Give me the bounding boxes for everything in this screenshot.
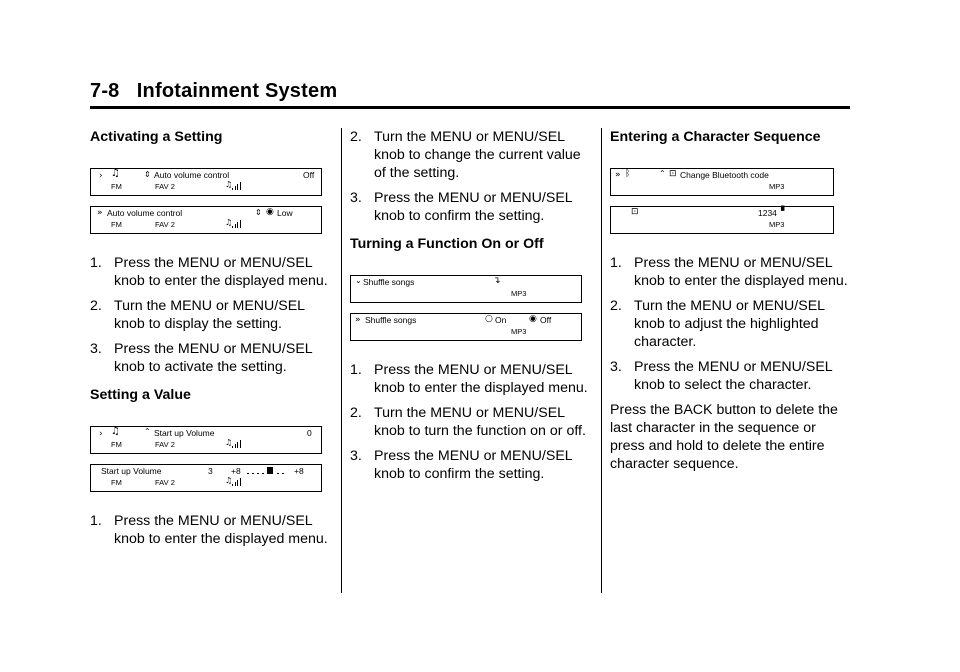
up-arrow-icon: ⌃ [659,169,666,178]
band-label: FM [111,220,122,229]
bluetooth-icon: ᛒ [625,169,631,179]
chevron-right-icon: » [615,170,621,180]
music-note-icon: ♫ [225,218,233,227]
display-screen [90,426,322,454]
radio-selected-icon: ◉ [529,314,537,324]
chevron-right-icon: » [97,208,103,218]
column-3 [610,128,850,480]
column-1 [90,128,330,555]
list-item [350,404,590,440]
setting-value: Low [277,208,293,218]
list-item [350,361,590,397]
source-label: MP3 [511,327,527,336]
preset-label: FAV 2 [155,478,175,487]
chevron-right-icon: » [355,315,361,325]
step-number: 2. [610,298,622,314]
section-heading-entering: Entering a Character Sequence [610,129,821,145]
setting-label: Start up Volume [154,428,215,438]
setting-label: Shuffle songs [363,277,415,287]
column-2 [350,128,590,490]
figure-activating [90,168,330,234]
lock-icon: ⊡ [669,169,677,179]
list-item [350,189,590,225]
signal-strength-icon [232,478,242,486]
step-number: 1. [350,362,362,378]
music-note-icon: ♫ [225,438,233,447]
chapter-title: Infotainment System [136,80,338,102]
preset-label: FAV 2 [155,220,175,229]
chevron-right-icon: › [99,429,103,439]
range-min: +8 [231,466,241,476]
step-text: Turn the MENU or MENU/SEL knob to adjust the highlighted character. [634,298,825,350]
step-text: Press the MENU or MENU/SEL knob to confirm the setting. [374,448,573,482]
lock-icon: ⊡ [631,207,639,217]
step-number: 2. [350,129,362,145]
step-text: Press the MENU or MENU/SEL knob to enter the displayed menu. [634,255,848,289]
radio-empty-icon: ○ [485,314,493,324]
step-number: 2. [350,405,362,421]
setting-label: Auto volume control [107,208,183,218]
up-arrow-icon: ⌃ [144,427,151,436]
chevron-right-icon: › [99,171,103,181]
setting-label: Auto volume control [154,170,230,180]
section-heading-turning: Turning a Function On or Off [350,236,544,252]
page-number: 7-8 [90,80,120,102]
list-item [90,512,330,548]
step-text: Turn the MENU or MENU/SEL knob to turn the function on or off. [374,405,586,439]
step-number: 1. [90,513,102,529]
note-paragraph: Press the BACK button to delete the last character in the sequence or press and hold to delete the entire character sequence. [610,402,838,472]
band-label: FM [111,440,122,449]
list-item [610,358,850,394]
step-text: Press the MENU or MENU/SEL knob to enter the displayed menu. [114,513,328,547]
signal-strength-icon [232,440,242,448]
step-number: 1. [610,255,622,271]
step-text: Turn the MENU or MENU/SEL knob to change the current value of the setting. [374,129,581,181]
signal-strength-icon [232,220,242,228]
setting-value: 0 [307,428,312,438]
step-number: 3. [90,341,102,357]
step-number: 2. [90,298,102,314]
signal-strength-icon [232,182,242,190]
option-on: On [495,315,507,325]
list-item [90,254,330,290]
code-value: 1234 [758,208,777,218]
list-item [610,254,850,290]
step-text: Press the MENU or MENU/SEL knob to enter the displayed menu. [374,362,588,396]
source-label: MP3 [769,220,785,229]
music-note-icon: ♫ [225,476,233,485]
list-item [350,447,590,483]
music-note-icon: ♫ [111,168,120,179]
step-number: 3. [350,448,362,464]
music-note-icon: ♫ [111,426,120,437]
list-item [350,128,590,182]
display-screen [350,275,582,303]
step-text: Press the MENU or MENU/SEL knob to confirm the setting. [374,190,573,224]
setting-label: Shuffle songs [365,315,417,325]
option-off: Off [540,315,552,325]
source-label: MP3 [769,182,785,191]
down-arrow-icon: ⌄ [355,276,362,285]
value-slider [245,465,289,475]
band-label: FM [111,478,122,487]
step-text: Press the MENU or MENU/SEL knob to select the character. [634,359,833,393]
step-number: 3. [350,190,362,206]
setting-label: Change Bluetooth code [680,170,769,180]
cursor-block-icon: ▘ [781,207,788,217]
column-divider-2 [601,128,602,593]
step-number: 1. [90,255,102,271]
figure-entering [610,168,850,234]
return-arrow-icon: ↴ [493,276,501,286]
section-heading-setting-value: Setting a Value [90,387,191,403]
setting-value: 3 [208,466,213,476]
display-screen [610,206,834,234]
figure-turning [350,275,590,341]
range-max: +8 [294,466,304,476]
setting-value: Off [303,170,315,180]
figure-setting-value [90,426,330,492]
header-rule [90,106,850,109]
display-screen [90,206,322,234]
display-screen [90,464,322,492]
step-number: 3. [610,359,622,375]
step-text: Turn the MENU or MENU/SEL knob to display the setting. [114,298,305,332]
display-screen [610,168,834,196]
display-screen [90,168,322,196]
up-down-arrow-icon: ⇕ [255,208,262,217]
band-label: FM [111,182,122,191]
page-title [90,80,850,103]
column-divider-1 [341,128,342,593]
preset-label: FAV 2 [155,440,175,449]
source-label: MP3 [511,289,527,298]
page-header [90,80,850,106]
preset-label: FAV 2 [155,182,175,191]
section-heading-activating: Activating a Setting [90,129,223,145]
step-text: Press the MENU or MENU/SEL knob to activate the setting. [114,341,313,375]
step-text: Press the MENU or MENU/SEL knob to enter the displayed menu. [114,255,328,289]
list-item [90,297,330,333]
setting-label: Start up Volume [101,466,162,476]
list-item [610,297,850,351]
display-screen [350,313,582,341]
music-note-icon: ♫ [225,180,233,189]
up-down-arrow-icon: ⇕ [144,170,151,179]
radio-selected-icon: ◉ [266,207,274,217]
list-item [90,340,330,376]
